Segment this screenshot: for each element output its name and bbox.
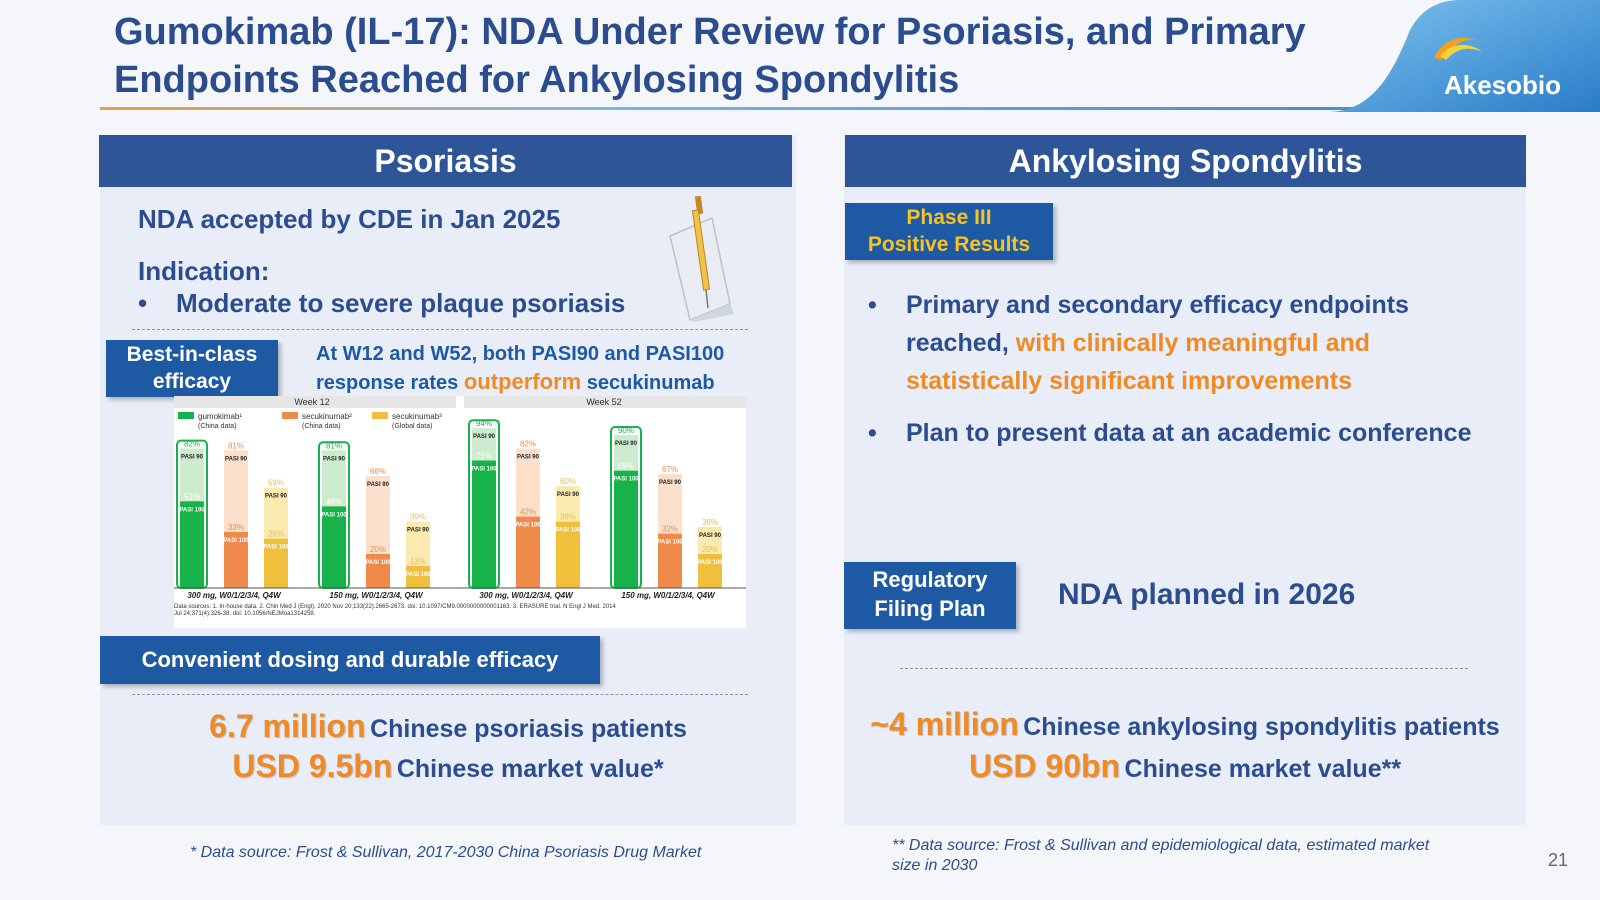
title-line-1: Gumokimab (IL-17): NDA Under Review for Psoriasis, and Primary xyxy=(114,11,1306,53)
syringe-icon xyxy=(660,196,740,322)
indication-label: Indication: xyxy=(138,256,270,286)
as-bullet-1: • Primary and secondary efficacy endpoints reached, with clinically meaningful and statistically significant improvements xyxy=(868,291,1409,395)
psoriasis-patients-value: 6.7 million xyxy=(209,708,366,744)
legend-swatch xyxy=(282,412,298,419)
filing-tag-line2: Filing Plan xyxy=(874,596,986,621)
as-market-label: Chinese market value** xyxy=(1124,755,1402,783)
bar-category-label: PASI 100 xyxy=(471,466,497,473)
bar-category-label: PASI 100 xyxy=(321,512,347,519)
bar-pasi100 xyxy=(180,501,204,588)
divider-3 xyxy=(900,668,1468,669)
dose-label: 150 mg, W0/1/2/3/4, Q4W xyxy=(329,591,423,600)
value-label: 33% xyxy=(227,522,245,532)
dosing-tag: Convenient dosing and durable efficacy xyxy=(100,636,600,684)
divider-1 xyxy=(132,329,748,330)
bar-category-label: PASI 90 xyxy=(473,434,495,441)
value-label: 29% xyxy=(267,529,285,539)
value-label: 48% xyxy=(325,497,343,507)
bar-category-label: PASI 90 xyxy=(699,532,721,539)
company-logo: Akesobio xyxy=(1444,70,1562,100)
chart-source-line1: Data sources: 1. In-house data. 2. Chin Med J (Engl). 2020 Nov 20;133(22):2665-2673. doi: 10.1097/CM9.0000000000001163. 3. ERASURE trial. N Engl J Med. 2014 xyxy=(174,604,616,610)
bar-category-label: PASI 100 xyxy=(263,544,289,551)
bar-category-label: PASI 100 xyxy=(657,539,683,546)
page-number: 21 xyxy=(1548,850,1569,870)
bar-category-label: PASI 100 xyxy=(515,522,541,529)
dose-label: 150 mg, W0/1/2/3/4, Q4W xyxy=(621,591,715,600)
chart-source-line2: Jul 24;371(4):326-38. doi: 10.1056/NEJMoa1314258. xyxy=(174,611,316,617)
bar-category-label: PASI 100 xyxy=(405,571,431,578)
indication-item: • Moderate to severe plaque psoriasis xyxy=(138,288,626,318)
bar-category-label: PASI 90 xyxy=(557,492,579,498)
legend-swatch xyxy=(178,412,194,419)
bar-category-label: PASI 90 xyxy=(407,527,429,534)
value-label: 13% xyxy=(409,556,427,566)
efficacy-claim-line2: response rates outperform secukinumab xyxy=(316,369,715,394)
psoriasis-market-label: Chinese market value* xyxy=(396,755,664,783)
value-label: 51% xyxy=(183,492,201,502)
value-label: 39% xyxy=(559,512,577,522)
group-label: Week 12 xyxy=(294,397,330,407)
value-label: 69% xyxy=(617,461,635,471)
bar-pasi100 xyxy=(472,461,496,589)
value-label: 59% xyxy=(267,478,285,488)
phase3-tag-line1: Phase III xyxy=(906,206,992,229)
psoriasis-market xyxy=(100,748,796,785)
claim-highlight: outperform xyxy=(463,369,582,394)
bar-pasi100 xyxy=(614,471,638,588)
psoriasis-patients-label: Chinese psoriasis patients xyxy=(370,715,687,743)
value-label: 66% xyxy=(369,466,387,476)
phase3-tag xyxy=(845,203,1053,260)
value-label: 75% xyxy=(475,451,493,461)
as-bullet-1-highlight-2: statistically significant improvements xyxy=(906,367,1352,395)
as-patients-value: ~4 million xyxy=(870,706,1019,742)
legend-sub: (Global data) xyxy=(392,423,433,430)
bar-category-label: PASI 90 xyxy=(659,480,681,487)
bar-category-label: PASI 90 xyxy=(265,493,287,500)
efficacy-tag-line2: efficacy xyxy=(152,370,232,393)
as-patients-label: Chinese ankylosing spondylitis patients xyxy=(1023,713,1500,741)
bar-category-label: PASI 100 xyxy=(223,537,249,544)
value-label: 20% xyxy=(701,545,719,554)
value-label: 20% xyxy=(369,545,387,554)
dose-label: 300 mg, W0/1/2/3/4, Q4W xyxy=(187,591,281,600)
efficacy-claim-line1: At W12 and W52, both PASI90 and PASI100 xyxy=(316,343,725,365)
filing-plan-tag xyxy=(844,562,1016,629)
divider-2 xyxy=(132,694,748,695)
value-label: 82% xyxy=(183,439,201,449)
group-label: Week 52 xyxy=(586,397,622,407)
phase3-tag-line2: Positive Results xyxy=(867,233,1031,256)
value-label: 42% xyxy=(519,507,537,517)
bar-category-label: PASI 90 xyxy=(367,481,389,488)
as-footnote-line2: size in 2030 xyxy=(892,857,978,874)
as-bullet-2: • Plan to present data at an academic conference xyxy=(868,419,1472,447)
value-label: 67% xyxy=(661,465,679,475)
efficacy-claim xyxy=(316,340,724,397)
filing-tag-line1: Regulatory xyxy=(872,567,988,592)
as-footnote xyxy=(892,836,1429,876)
legend-label: secukinumab² xyxy=(302,412,352,421)
bar-category-label: PASI 90 xyxy=(323,456,345,463)
filing-plan-text: NDA planned in 2026 xyxy=(1058,578,1356,611)
value-label: 81% xyxy=(227,441,245,451)
bar-category-label: PASI 100 xyxy=(179,507,205,514)
as-heading: Ankylosing Spondylitis xyxy=(845,135,1526,187)
as-market xyxy=(844,748,1526,785)
legend-sub: (China data) xyxy=(302,423,341,430)
value-label: 60% xyxy=(559,477,577,486)
title-underline xyxy=(100,107,1360,110)
title-line-2: Endpoints Reached for Ankylosing Spondylitis xyxy=(114,59,960,101)
as-footnote-line1: ** Data source: Frost & Sullivan and epidemiological data, estimated market xyxy=(892,837,1430,854)
efficacy-tag xyxy=(106,340,278,397)
nda-status: NDA accepted by CDE in Jan 2025 xyxy=(138,204,561,234)
value-label: 36% xyxy=(701,517,719,527)
value-label: 81% xyxy=(325,441,343,451)
as-patients xyxy=(844,706,1526,743)
bar-category-label: PASI 100 xyxy=(613,476,639,483)
bar-category-label: PASI 90 xyxy=(225,456,247,463)
as-market-value: USD 90bn xyxy=(968,748,1121,784)
legend-sub: (China data) xyxy=(198,423,237,430)
psoriasis-heading: Psoriasis xyxy=(99,135,792,187)
dose-label: 300 mg, W0/1/2/3/4, Q4W xyxy=(479,591,573,600)
as-bullet-1-highlight: with clinically meaningful and xyxy=(1015,329,1371,357)
bar-category-label: PASI 90 xyxy=(181,454,203,461)
bar-category-label: PASI 100 xyxy=(365,560,391,566)
legend-label: gumokimab¹ xyxy=(198,412,243,421)
value-label: 94% xyxy=(475,419,493,429)
psoriasis-market-value: USD 9.5bn xyxy=(232,748,393,784)
psoriasis-patients xyxy=(100,708,796,745)
efficacy-tag-line1: Best-in-class xyxy=(126,343,258,366)
psoriasis-footnote: * Data source: Frost & Sullivan, 2017-2030 China Psoriasis Drug Market xyxy=(190,844,702,861)
page-title xyxy=(114,8,1354,104)
value-label: 82% xyxy=(519,439,537,449)
bar-category-label: PASI 100 xyxy=(697,560,723,566)
value-label: 39% xyxy=(409,512,427,522)
bar-category-label: PASI 90 xyxy=(615,441,637,447)
value-label: 32% xyxy=(661,524,679,534)
legend-swatch xyxy=(372,412,388,419)
bar-pasi100 xyxy=(322,506,346,588)
bar-category-label: PASI 90 xyxy=(517,454,539,461)
bar-category-label: PASI 100 xyxy=(555,527,581,534)
value-label: 90% xyxy=(617,426,635,435)
pasi-chart-panel xyxy=(174,396,746,628)
pasi-bar-chart xyxy=(174,396,746,628)
legend-label: secukinumab³ xyxy=(392,412,442,421)
